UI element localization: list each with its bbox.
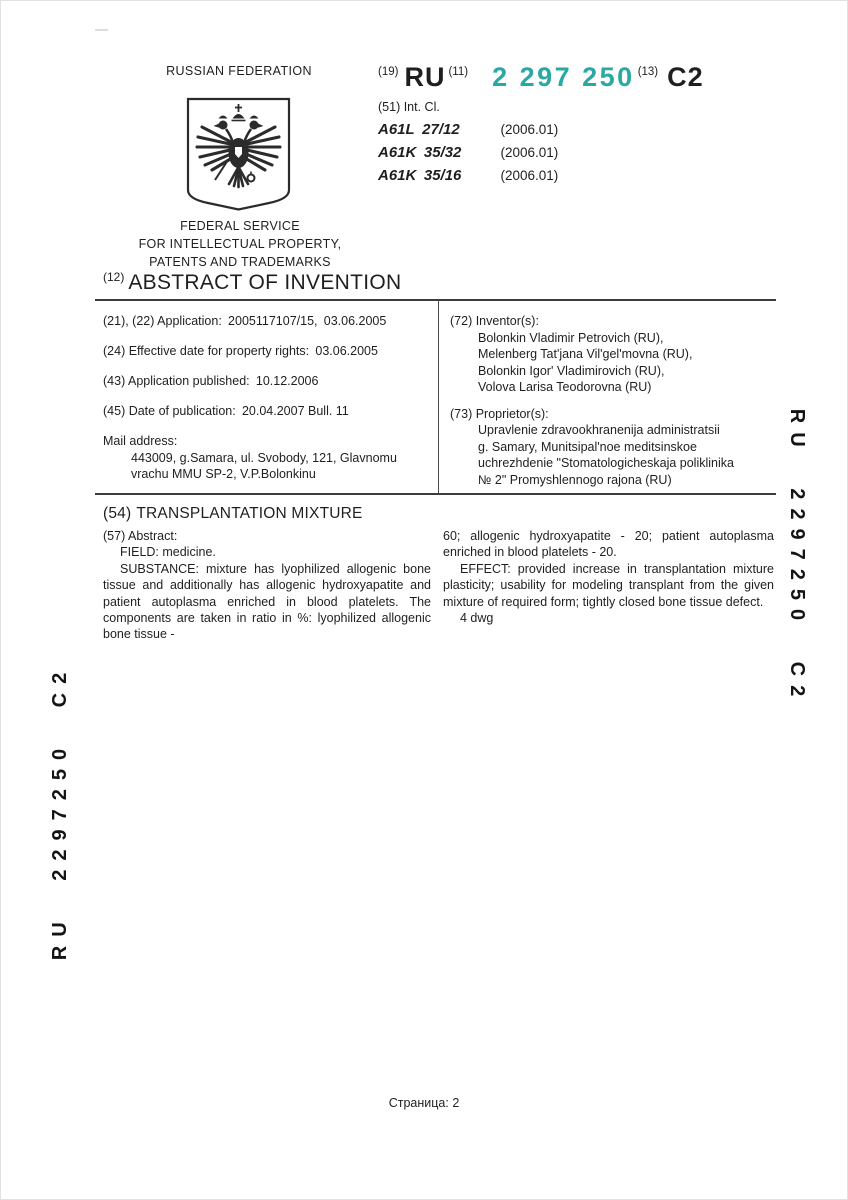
classification-row bbox=[378, 164, 558, 187]
classification-row bbox=[378, 118, 558, 141]
russia-coat-of-arms-emblem bbox=[185, 96, 292, 214]
proprietors-label: (73) Proprietor(s): bbox=[450, 406, 549, 421]
inid-code-12: (12) bbox=[103, 270, 125, 284]
classification-version: (2006.01) bbox=[500, 122, 559, 137]
inventors-label: (72) Inventor(s): bbox=[450, 314, 539, 328]
abstract-label: (57) Abstract: bbox=[103, 529, 178, 543]
classification-version: (2006.01) bbox=[500, 168, 559, 183]
publication-number: 2 297 250 bbox=[492, 62, 635, 92]
authority-line: FEDERAL SERVICE bbox=[180, 219, 300, 233]
mail-address-label: Mail address: bbox=[103, 434, 178, 448]
proprietor-line: uchrezhdenie "Stomatologicheskaja poliklinika bbox=[478, 456, 734, 470]
proprietor-line: g. Samary, Munitsipal'noe meditsinskoe bbox=[478, 439, 697, 454]
inid-code-11: (11) bbox=[448, 66, 469, 78]
inid-code-19: (19) bbox=[378, 66, 399, 78]
classification-code: A61L 27/12 bbox=[378, 121, 460, 138]
abstract-field: FIELD: medicine. bbox=[120, 545, 216, 560]
abstract-substance: SUBSTANCE: mixture has lyophilized allogenic bone tissue and additionally has allogenic hydroxyapatite and patient autoplasma enriched in blood platelets. The components are taken in ratio in %: lyophilized allogenic bone tissue - bbox=[103, 561, 431, 642]
abstract-columns bbox=[95, 528, 776, 643]
abstract-continuation: 60; allogenic hydroxyapatite - 20; patient autoplasma enriched in blood platelets - 20. bbox=[443, 529, 774, 560]
country-code: RU bbox=[404, 62, 446, 92]
authority-name bbox=[109, 217, 371, 271]
bibliographic-section bbox=[95, 301, 776, 493]
page-number-footer: Страница: 2 bbox=[388, 1096, 460, 1110]
classification-code: A61K 35/16 bbox=[378, 167, 462, 184]
publication-date-row: (45) Date of publication: 20.04.2007 Bull. 11 bbox=[103, 404, 349, 418]
inventor-name: Volova Larisa Teodorovna (RU) bbox=[478, 380, 652, 394]
abstract-left-column bbox=[95, 528, 443, 643]
biblio-right-column bbox=[438, 301, 776, 493]
document-type-title bbox=[103, 271, 401, 295]
country-name: RUSSIAN FEDERATION bbox=[166, 64, 312, 78]
inid-code-13: (13) bbox=[637, 66, 659, 78]
proprietor-line: Upravlenie zdravookhranenija administratsii bbox=[478, 423, 720, 437]
publication-identifier bbox=[378, 62, 704, 93]
classification-code: A61K 35/32 bbox=[378, 144, 462, 161]
effective-date-row: (24) Effective date for property rights: 03.06.2005 bbox=[103, 344, 378, 358]
kind-code: C2 bbox=[667, 62, 704, 92]
inventor-name: Bolonkin Vladimir Petrovich (RU), bbox=[478, 330, 664, 345]
horizontal-rule-middle bbox=[95, 493, 776, 495]
authority-line: PATENTS AND TRADEMARKS bbox=[149, 255, 331, 269]
page-title: ABSTRACT OF INVENTION bbox=[128, 271, 402, 294]
int-cl-label: (51) Int. Cl. bbox=[378, 100, 440, 114]
classification-list bbox=[378, 118, 558, 187]
classification-row bbox=[378, 141, 558, 164]
mail-address-line: vrachu MMU SP-2, V.P.Bolonkinu bbox=[131, 467, 316, 481]
inventor-name: Bolonkin Igor' Vladimirovich (RU), bbox=[478, 363, 665, 378]
abstract-right-column bbox=[443, 528, 776, 643]
inventor-name: Melenberg Tat'jana Vil'gel'movna (RU), bbox=[478, 347, 693, 361]
biblio-left-column bbox=[95, 301, 438, 493]
published-row: (43) Application published: 10.12.2006 bbox=[103, 374, 319, 388]
authority-line: FOR INTELLECTUAL PROPERTY, bbox=[138, 237, 342, 251]
classification-version: (2006.01) bbox=[500, 145, 559, 160]
scan-artifact-mark bbox=[95, 29, 108, 31]
inid-code-54: (54) bbox=[103, 505, 132, 522]
sidebar-publication-number-left: RU 2297250 C2 bbox=[49, 663, 71, 961]
invention-title-row bbox=[95, 505, 776, 523]
sidebar-publication-number-right: RU 2297250 C2 bbox=[786, 408, 808, 706]
coat-of-arms-icon bbox=[185, 96, 292, 214]
mail-address-line: 443009, g.Samara, ul. Svobody, 121, Glavnomu bbox=[131, 450, 397, 465]
proprietor-line: № 2" Promyshlennogo rajona (RU) bbox=[478, 472, 672, 487]
invention-title: TRANSPLANTATION MIXTURE bbox=[136, 505, 363, 522]
abstract-figure-count: 4 dwg bbox=[460, 611, 494, 626]
abstract-section bbox=[95, 505, 776, 643]
abstract-effect: EFFECT: provided increase in transplantation mixture plasticity; usability for modeling transplant from the given mixture of required form; tightly closed bone tissue defect. bbox=[443, 561, 774, 609]
application-row: (21), (22) Application: 2005117107/15, 03.06.2005 bbox=[103, 314, 387, 328]
